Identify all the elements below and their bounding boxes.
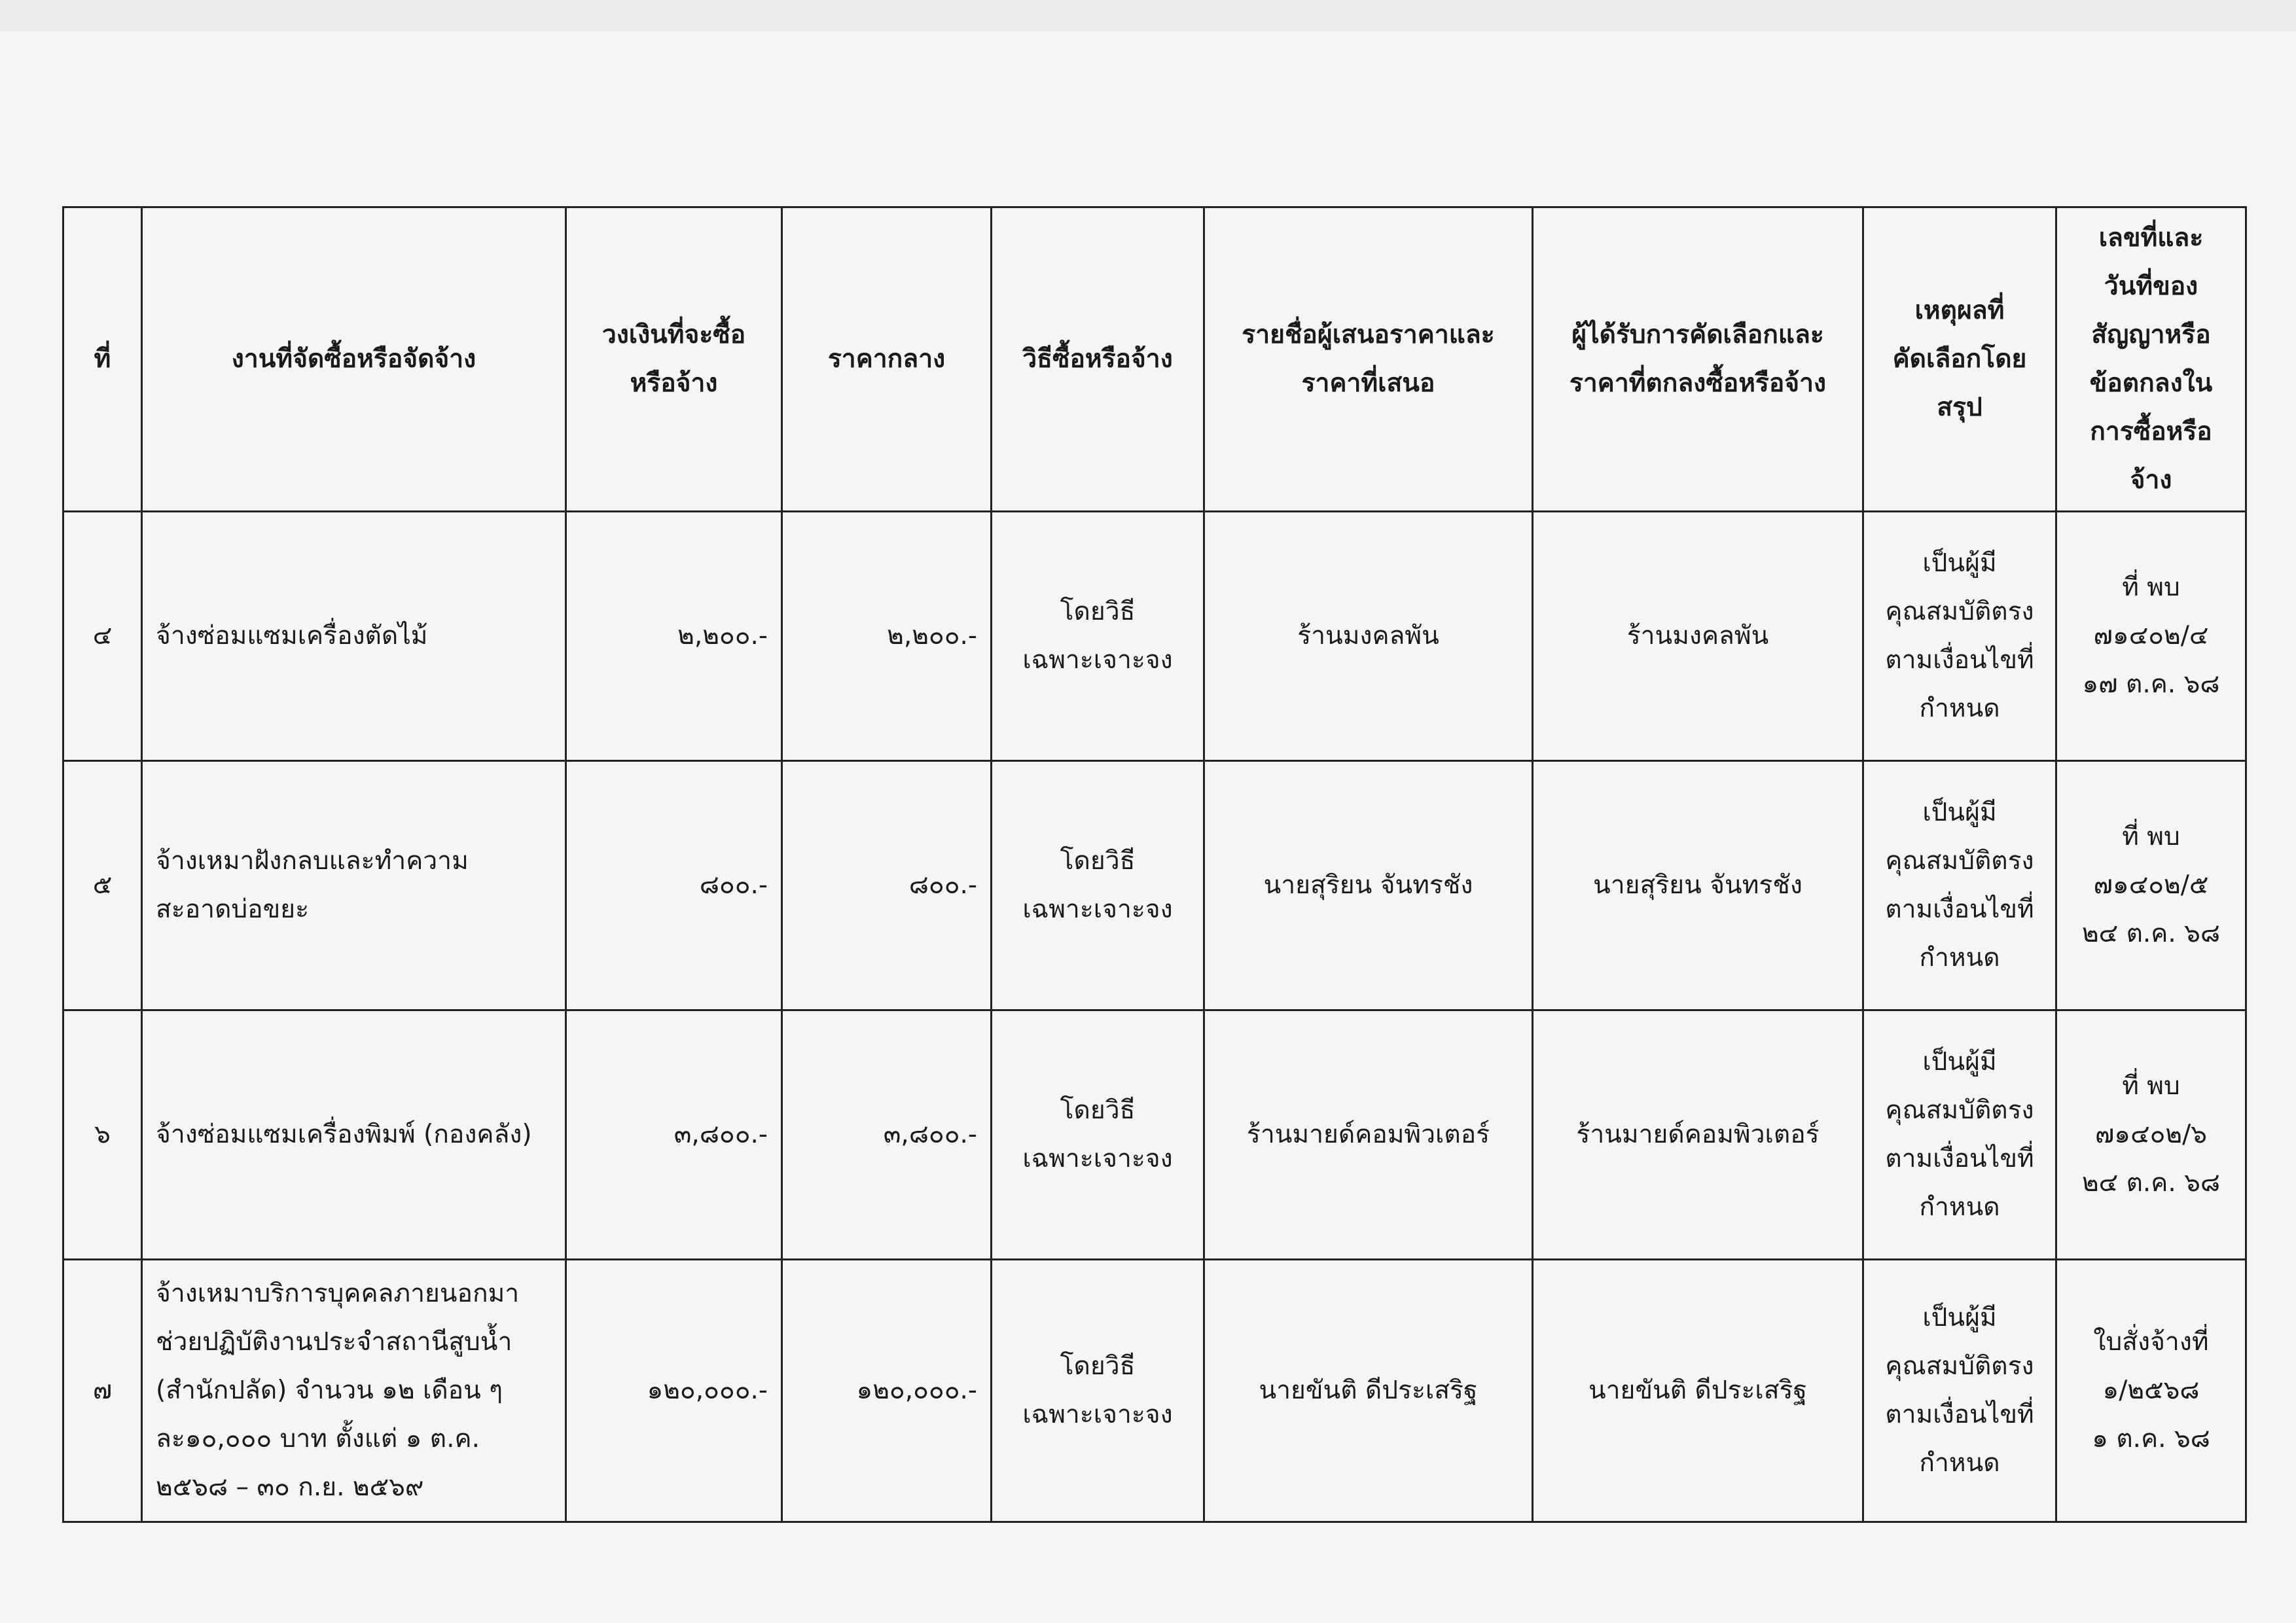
cell-work: จ้างเหมาบริการบุคคลภายนอกมา ช่วยปฏิบัติงานประจำสถานีสูบน้ำ (สำนักปลัด) จำนวน ๑๒ เดือน ๆ ละ๑๐,๐๐๐ บาท ตั้งแต่ ๑ ต.ค. ๒๕๖๘ – ๓๐ ก.ย. ๒๕๖๙ xyxy=(142,1260,566,1522)
header-method: วิธีซื้อหรือจ้าง xyxy=(992,207,1204,512)
header-contract: เลขที่และ วันที่ของ สัญญาหรือ ข้อตกลงใน การซื้อหรือ จ้าง xyxy=(2056,207,2246,512)
cell-method: โดยวิธี เฉพาะเจาะจง xyxy=(992,512,1204,761)
cell-no: ๕ xyxy=(63,761,142,1010)
cell-reason: เป็นผู้มี คุณสมบัติตรง ตามเงื่อนไขที่ กำหนด xyxy=(1863,1260,2056,1522)
cell-method: โดยวิธี เฉพาะเจาะจง xyxy=(992,1260,1204,1522)
cell-budget: ๘๐๐.- xyxy=(566,761,782,1010)
cell-no: ๖ xyxy=(63,1010,142,1260)
header-work: งานที่จัดซื้อหรือจัดจ้าง xyxy=(142,207,566,512)
cell-median-price: ๒,๒๐๐.- xyxy=(782,512,992,761)
cell-selected: นายสุริยน จันทรชัง xyxy=(1533,761,1863,1010)
cell-reason: เป็นผู้มี คุณสมบัติตรง ตามเงื่อนไขที่ กำหนด xyxy=(1863,1010,2056,1260)
cell-bidders: นายสุริยน จันทรชัง xyxy=(1204,761,1533,1010)
header-median-price: ราคากลาง xyxy=(782,207,992,512)
cell-method: โดยวิธี เฉพาะเจาะจง xyxy=(992,1010,1204,1260)
cell-contract: ที่ พบ ๗๑๔๐๒/๖ ๒๔ ต.ค. ๖๘ xyxy=(2056,1010,2246,1260)
cell-no: ๗ xyxy=(63,1260,142,1522)
cell-no: ๔ xyxy=(63,512,142,761)
header-reason: เหตุผลที่ คัดเลือกโดย สรุป xyxy=(1863,207,2056,512)
cell-selected: ร้านมงคลพัน xyxy=(1533,512,1863,761)
cell-reason: เป็นผู้มี คุณสมบัติตรง ตามเงื่อนไขที่ กำหนด xyxy=(1863,512,2056,761)
table-row xyxy=(63,1010,2246,1260)
header-no: ที่ xyxy=(63,207,142,512)
table-row xyxy=(63,761,2246,1010)
cell-median-price: ๘๐๐.- xyxy=(782,761,992,1010)
cell-work: จ้างเหมาฝังกลบและทำความ สะอาดบ่อขยะ xyxy=(142,761,566,1010)
table-row xyxy=(63,512,2246,761)
cell-work: จ้างซ่อมแซมเครื่องตัดไม้ xyxy=(142,512,566,761)
cell-reason: เป็นผู้มี คุณสมบัติตรง ตามเงื่อนไขที่ กำหนด xyxy=(1863,761,2056,1010)
scan-top-band xyxy=(0,0,2296,31)
cell-method: โดยวิธี เฉพาะเจาะจง xyxy=(992,761,1204,1010)
header-budget: วงเงินที่จะซื้อ หรือจ้าง xyxy=(566,207,782,512)
cell-contract: ที่ พบ ๗๑๔๐๒/๔ ๑๗ ต.ค. ๖๘ xyxy=(2056,512,2246,761)
cell-bidders: นายขันติ ดีประเสริฐ xyxy=(1204,1260,1533,1522)
cell-contract: ที่ พบ ๗๑๔๐๒/๕ ๒๔ ต.ค. ๖๘ xyxy=(2056,761,2246,1010)
cell-median-price: ๑๒๐,๐๐๐.- xyxy=(782,1260,992,1522)
procurement-table xyxy=(62,206,2247,1523)
header-selected: ผู้ได้รับการคัดเลือกและ ราคาที่ตกลงซื้อหรือจ้าง xyxy=(1533,207,1863,512)
cell-contract: ใบสั่งจ้างที่ ๑/๒๕๖๘ ๑ ต.ค. ๖๘ xyxy=(2056,1260,2246,1522)
cell-bidders: ร้านมงคลพัน xyxy=(1204,512,1533,761)
cell-bidders: ร้านมายด์คอมพิวเตอร์ xyxy=(1204,1010,1533,1260)
table-header-row xyxy=(63,207,2246,512)
cell-budget: ๓,๘๐๐.- xyxy=(566,1010,782,1260)
cell-selected: นายขันติ ดีประเสริฐ xyxy=(1533,1260,1863,1522)
cell-median-price: ๓,๘๐๐.- xyxy=(782,1010,992,1260)
cell-work: จ้างซ่อมแซมเครื่องพิมพ์ (กองคลัง) xyxy=(142,1010,566,1260)
cell-selected: ร้านมายด์คอมพิวเตอร์ xyxy=(1533,1010,1863,1260)
header-bidders: รายชื่อผู้เสนอราคาและ ราคาที่เสนอ xyxy=(1204,207,1533,512)
cell-budget: ๒,๒๐๐.- xyxy=(566,512,782,761)
cell-budget: ๑๒๐,๐๐๐.- xyxy=(566,1260,782,1522)
table-row xyxy=(63,1260,2246,1522)
